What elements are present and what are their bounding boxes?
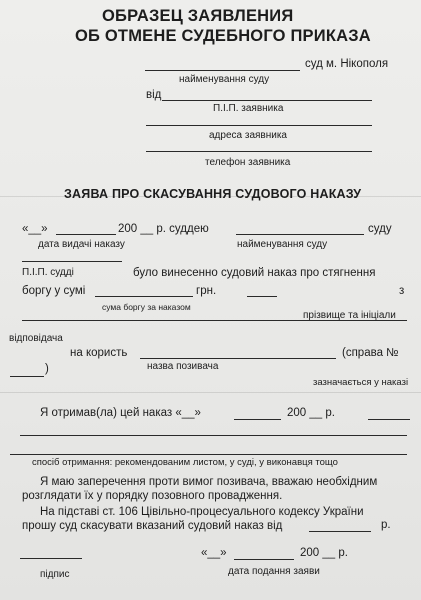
objection-line-2: розглядати їх у порядку позовного провадження. [22, 490, 283, 502]
objection-line-1: Я маю заперечення проти вимог позивача, вважаю необхідним [40, 476, 378, 488]
debt-amount-field[interactable] [95, 296, 193, 297]
received-extra-field[interactable] [368, 419, 410, 420]
receipt-method-caption: спосіб отримання: рекомендованим листом, у суді, у виконавця тощо [32, 457, 338, 468]
order-date-field[interactable] [56, 234, 116, 235]
signature-caption: підпис [40, 569, 70, 580]
judge-name-field[interactable] [22, 261, 122, 262]
order-date-field-2[interactable] [309, 531, 371, 532]
court-suffix-2: суду [368, 223, 392, 235]
court-name-field[interactable] [145, 70, 300, 71]
from-label: від [146, 89, 162, 101]
submission-date-field[interactable] [234, 559, 294, 560]
received-label: Я отримав(ла) цей наказ «__» [40, 407, 201, 419]
title-line-1: ОБРАЗЕЦ ЗАЯВЛЕНИЯ [102, 7, 294, 25]
plaintiff-field[interactable] [140, 358, 336, 359]
applicant-phone-caption: телефон заявника [205, 157, 291, 168]
order-date-quote: «__» [22, 223, 48, 235]
applicant-phone-field[interactable] [146, 151, 372, 152]
applicant-address-caption: адреса заявника [209, 130, 287, 141]
statement-heading: ЗАЯВА ПРО СКАСУВАННЯ СУДОВОГО НАКАЗУ [64, 187, 362, 201]
request-line-2: прошу суд скасувати вказаний судовий наказ від [22, 520, 283, 532]
plaintiff-caption: назва позивача [147, 361, 219, 372]
debt-kopecks-field[interactable] [247, 296, 277, 297]
applicant-name-field[interactable] [162, 100, 372, 101]
received-date-field[interactable] [234, 419, 281, 420]
order-issued-text: було винесенно судовий наказ про стягнення [133, 267, 376, 279]
judge-name-caption: П.І.П. судді [22, 267, 74, 278]
receipt-method-field-1[interactable] [20, 435, 407, 436]
order-date-caption: дата видачі наказу [38, 239, 125, 250]
court-name-caption: найменування суду [179, 74, 270, 85]
submission-date-caption: дата подання заяви [228, 566, 320, 577]
request-line-1: На підставі ст. 106 Цівільно-процесуального кодексу України [40, 506, 364, 518]
court-suffix: суд м. Нікополя [305, 58, 389, 70]
title-line-2: ОБ ОТМЕНЕ СУДЕБНОГО ПРИКАЗА [75, 27, 371, 45]
receipt-method-field-2[interactable] [10, 454, 407, 455]
case-number-label: (справа № [342, 347, 399, 359]
fold-line [0, 392, 421, 393]
debt-amount-caption: сума боргу за наказом [102, 302, 191, 312]
request-line-2-end: р. [381, 519, 391, 531]
case-number-field[interactable] [10, 376, 44, 377]
submission-date-quote: «__» [201, 547, 227, 559]
respondent-caption: відповідача [9, 333, 63, 344]
indicated-caption: зазначається у наказі [313, 377, 409, 388]
applicant-name-caption: П.І.П. заявника [213, 103, 284, 114]
debt-label: боргу у сумі [22, 285, 86, 297]
court-name-caption-2: найменування суду [237, 239, 328, 250]
from-z-label: з [399, 285, 405, 297]
signature-field[interactable] [20, 558, 82, 559]
order-year-text: 200 __ р. суддею [118, 223, 209, 235]
court-field[interactable] [236, 234, 364, 235]
in-favor-label: на користь [70, 347, 128, 359]
received-year-text: 200 __ р. [287, 407, 335, 419]
applicant-address-field[interactable] [146, 125, 372, 126]
surname-caption: прізвище та ініціали [303, 310, 396, 321]
submission-year-text: 200 __ р. [300, 547, 348, 559]
currency-label: грн. [196, 285, 217, 297]
case-number-close: ) [45, 363, 49, 375]
